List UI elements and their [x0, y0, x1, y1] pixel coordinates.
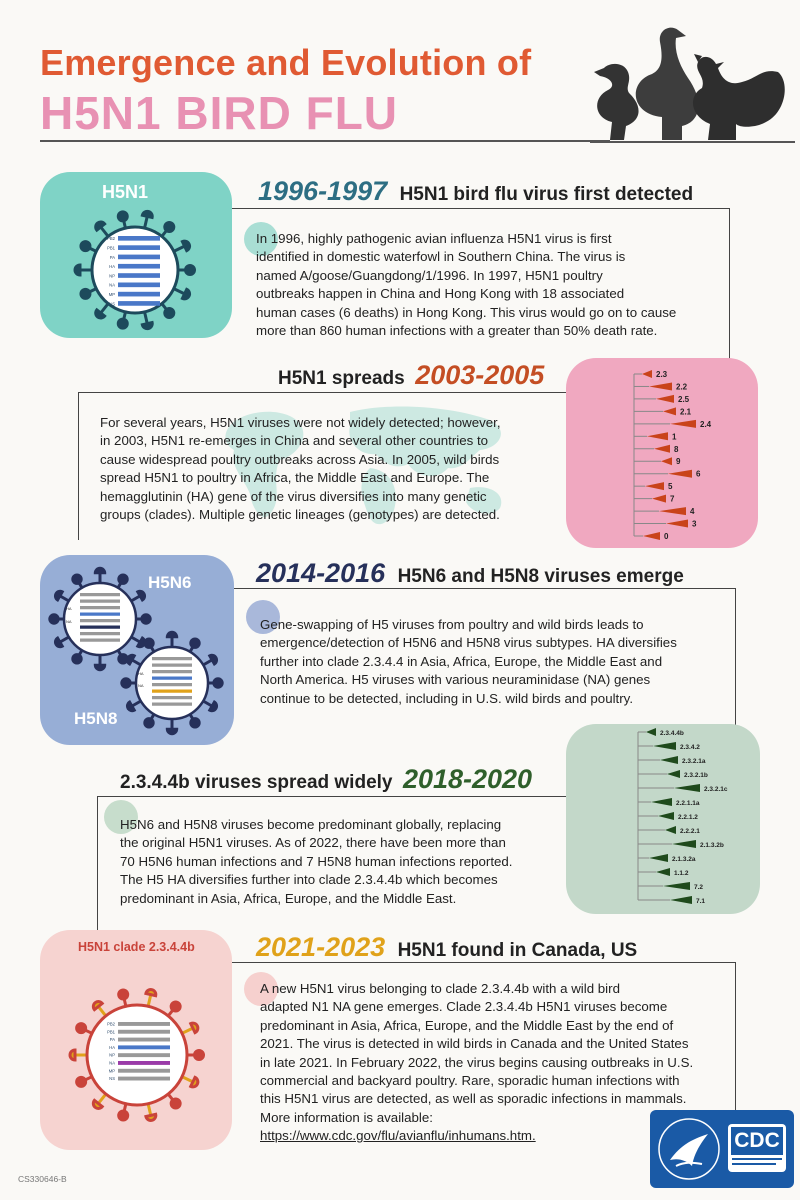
gene-segment [118, 1022, 170, 1026]
clade-triangle [666, 520, 688, 528]
gene-segment [80, 613, 120, 616]
clade-label: 1 [672, 432, 677, 442]
clade-triangle [647, 432, 668, 440]
gene-segment [118, 264, 160, 269]
virus-spike-tip [145, 718, 154, 727]
gene-segment [80, 593, 120, 596]
clade-triangle [663, 407, 676, 415]
clade-triangle [668, 470, 692, 478]
clade-triangle [643, 532, 660, 540]
virus-spike-tip [145, 639, 154, 648]
section-2-body: For several years, H5N1 viruses were not widely detected; however, in 2003, H5N1 re-emerges in China and several other countries to cause widespread poultry outbreaks across Asia. In 2005, wild birds spread H5N1 to poultry in Africa, the Middle East and Europe. The hemagglutinin (HA) gene of the virus diversifies into many genetic groups (clades). Multiple genetic lineages (genotypes) are detected. [100, 415, 501, 523]
gene-segment [152, 664, 192, 667]
virus-spike-tip [191, 639, 200, 648]
virus-spike [98, 1007, 105, 1016]
virus-label: H5N1 [102, 182, 149, 202]
virus-label-h5n6: H5N6 [148, 573, 192, 592]
virus-spike-tip [182, 239, 191, 250]
cdc-logo [728, 1124, 786, 1172]
virus-spike-tip [119, 575, 128, 584]
page-title-line1: Emergence and Evolution of [40, 42, 532, 83]
virus-card-1 [40, 172, 232, 338]
clade-label: 0 [664, 532, 669, 541]
virus-spike-tip [50, 615, 59, 624]
virus-spike-tip [119, 1111, 128, 1120]
gene-segment-label: PA [109, 254, 115, 260]
virus-spike [132, 701, 141, 706]
gene-segment [152, 677, 192, 680]
virus-spike [145, 216, 148, 228]
section-3-heading [256, 558, 684, 589]
gene-segment [80, 639, 120, 642]
gene-segment-label: MP [108, 1068, 115, 1074]
clade-triangle [663, 882, 690, 890]
phylogenetic-tree-icon [566, 724, 760, 914]
virus-spike-tip [195, 1051, 204, 1060]
virus-spike-tip [119, 990, 128, 999]
virus-card-3 [40, 930, 232, 1150]
gene-segment [118, 255, 160, 260]
gene-segment [80, 606, 120, 609]
virus-spike-tip [118, 319, 127, 328]
section-5-heading [256, 932, 637, 963]
title-divider [40, 140, 610, 142]
clade-triangle [649, 854, 668, 862]
gene-segment [152, 657, 192, 660]
section-year: 2021-2023 [256, 932, 386, 962]
virus-spike-tip [77, 1077, 86, 1086]
gene-segment [118, 283, 160, 288]
virus-spike-tip [167, 632, 177, 637]
virus-spike [60, 637, 69, 642]
gene-segment-label: MP [108, 291, 115, 297]
gene-segment [152, 670, 192, 673]
virus-label: H5N1 clade 2.3.4.4b [78, 940, 195, 954]
gene-segment-label: NP [109, 273, 115, 279]
virus-spike-tip [53, 638, 62, 649]
gene-segment [118, 236, 160, 241]
gene-segment-label: PB1 [107, 245, 115, 251]
virus-spike-tip [186, 266, 195, 275]
clade-label: 2.2 [676, 382, 688, 392]
clade-triangle [645, 482, 664, 490]
virus-spike-tip [191, 718, 200, 727]
clade-label: 7 [670, 494, 675, 504]
virus-spike-tip [142, 323, 153, 330]
cdc-info-link[interactable]: https://www.cdc.gov/flu/avianflu/inhumans.htm. [260, 1128, 536, 1144]
virus-icon [70, 208, 200, 332]
virus-spike [131, 637, 140, 642]
clade-label: 2.2.1.1a [676, 800, 700, 807]
clade-triangle [659, 507, 686, 515]
gene-segment-label: NS [109, 301, 115, 307]
gene-segment [118, 1069, 170, 1073]
virus-spike [203, 701, 212, 706]
clade-triangle [670, 420, 696, 428]
gene-segment [118, 273, 160, 278]
virus-pair-icon [40, 555, 234, 745]
section-year: 2018-2020 [402, 764, 533, 794]
clade-label: 4 [690, 507, 695, 517]
clade-triangle [652, 495, 666, 503]
section-4-heading [120, 764, 532, 795]
virus-spike-tip [142, 210, 153, 217]
virus-spike-tip [214, 679, 223, 688]
virus-spike [101, 227, 108, 236]
gene-segment [118, 1061, 170, 1065]
virus-spike [145, 312, 148, 324]
clade-label: 2.1.3.2a [672, 856, 696, 863]
clade-label: 8 [674, 444, 679, 454]
virus-spike-tip [209, 653, 218, 664]
virus-spike [148, 1104, 151, 1116]
gene-segment [118, 1030, 170, 1034]
gene-segment [118, 245, 160, 250]
clade-triangle [672, 840, 696, 848]
virus-spike-tip [73, 575, 82, 584]
section-5-body: A new H5N1 virus belonging to clade 2.3.4.4b with a wild bird adapted N1 NA gene emerges. Clade 2.3.4.4b H5N1 viruses become predominant in Asia, Africa, Europe, and the Middle East by the end of 2021. The virus is detected in wild birds in Canada and the United States in late 2021. In February 2022, the virus begins causing outbreaks in U.S. commercial and backyard poultry. Rare, sporadic human infections with this H5N1 virus are detected, as well as sporadic infections in mammals. More information is available: https://www.cdc.gov/flu/avianflu/inhumans.htm. [260, 981, 694, 1144]
clade-label: 9 [676, 457, 681, 467]
clade-triangle [642, 370, 652, 378]
gene-segment-label: PB1 [107, 1029, 115, 1035]
hhs-eagle-seal-icon [656, 1116, 722, 1182]
gene-segment [80, 626, 120, 629]
section-year: 1996-1997 [258, 176, 388, 206]
clade-label: 2.3.2.1b [684, 772, 708, 779]
virus-spike-tip [77, 1024, 86, 1033]
virus-spike [174, 289, 185, 294]
cdc-logo-text: CDC [731, 1127, 783, 1155]
section-year: 2003-2005 [415, 360, 545, 390]
virus-spike [101, 304, 108, 313]
gene-segment-label: NA [109, 1060, 115, 1066]
gene-label-ha: HA [138, 671, 144, 676]
section-3-body: Gene-swapping of H5 viruses from poultry and wild birds leads to emergence/detection of H5N6 and H5N8 virus subtypes. HA diversifies further into clade 2.3.4.4 in Asia, Africa, Europe, the Middle East and North America. H5 viruses with various neuraminidase (NA) genes continue to be detected, including in U.S. wild birds and poultry. [260, 617, 677, 706]
virus-spike-tip [137, 589, 146, 600]
clade-triangle [658, 812, 674, 820]
gene-segment-label: HA [109, 1044, 115, 1050]
virus-spike-tip [142, 615, 151, 624]
gene-segment [80, 600, 120, 603]
virus-spike [132, 660, 141, 665]
virus-spike [203, 660, 212, 665]
section-year: 2014-2016 [256, 558, 386, 588]
clade-triangle [661, 457, 672, 465]
clade-label: 2.3 [656, 370, 668, 379]
virus-spike-tip [146, 989, 157, 996]
virus-spike [182, 1077, 193, 1082]
clade-label: 3 [692, 519, 697, 529]
virus-label-h5n8: H5N8 [74, 709, 118, 728]
clade-triangle [653, 742, 676, 750]
virus-spike-tip [209, 702, 218, 713]
section-1-body: In 1996, highly pathogenic avian influenza H5N1 virus is first identified in domestic waterfowl in Southern China. The virus is named A/goose/Guangdong/1/1996. In 1997, H5N1 poultry outbreaks happen in China and Hong Kong with 18 associated human cases (6 deaths) in Hong Kong. This virus would go on to cause more than 860 human infections with a greater than 50% death rate. [256, 231, 677, 339]
virus-spike-tip [53, 589, 62, 600]
clade-triangle [646, 728, 656, 736]
gene-segment-label: PA [109, 1037, 115, 1043]
gene-segment [152, 683, 192, 686]
virus-spike-tip [81, 289, 90, 298]
section-headline: 2.3.4.4b viruses spread widely [120, 772, 393, 793]
section-headline: H5N6 and H5N8 viruses emerge [397, 566, 684, 587]
virus-spike-tip [95, 568, 105, 573]
page-title-line2: H5N1 BIRD FLU [40, 87, 399, 139]
footer-code: CS330646-B [18, 1174, 67, 1184]
clade-label: 2.3.4.4b [660, 730, 684, 737]
section-headline: H5N1 spreads [278, 368, 405, 389]
clade-label: 2.3.2.1c [704, 786, 728, 793]
virus-icon [62, 960, 212, 1146]
virus-spike-tip [125, 702, 134, 713]
phylogenetic-tree-icon [566, 358, 758, 548]
virus-spike-tip [165, 222, 174, 231]
clade-label: 2.4 [700, 419, 712, 429]
gene-segment [80, 632, 120, 635]
section-1-heading [258, 176, 693, 207]
clade-triangle [654, 445, 670, 453]
gene-segment [118, 1077, 170, 1081]
clade-triangle [649, 382, 672, 390]
virus-spike-tip [81, 242, 90, 251]
clade-label: 2.3.2.1a [682, 758, 706, 765]
virus-spike-tip [191, 1077, 200, 1088]
gene-segment [118, 292, 160, 297]
virus-spike [60, 596, 69, 601]
gene-label-na: NA [66, 619, 72, 624]
gene-label-na: NA [138, 683, 144, 688]
gene-segment [118, 1045, 170, 1049]
gene-segment [118, 1038, 170, 1042]
clade-label: 7.2 [694, 884, 704, 891]
clade-triangle [651, 798, 672, 806]
gene-segment-label: PB2 [107, 1021, 115, 1027]
gene-segment-label: NS [109, 1076, 115, 1082]
clade-label: 2.3.4.2 [680, 744, 700, 751]
section-headline: H5N1 bird flu virus first detected [399, 184, 694, 205]
clade-triangle [674, 784, 700, 792]
cdc-logo-block [650, 1110, 794, 1188]
clade-label: 7.1 [696, 898, 706, 905]
clade-triangle [667, 770, 680, 778]
clade-label: 2.1 [680, 407, 692, 417]
virus-spike [131, 596, 140, 601]
virus-spike-tip [182, 289, 191, 300]
phylo-card-2 [566, 724, 760, 914]
virus-spike-tip [73, 654, 82, 663]
virus-spike-tip [171, 1099, 180, 1108]
virus-spike-tip [118, 212, 127, 221]
clade-triangle [670, 896, 692, 904]
virus-spike [148, 995, 151, 1007]
gene-segment-label: HA [109, 264, 115, 270]
clade-triangle [656, 868, 670, 876]
virus-spike-tip [165, 309, 174, 318]
gene-segment [152, 690, 192, 693]
virus-spike [182, 1028, 193, 1033]
clade-label: 2.2.2.1 [680, 828, 700, 835]
gene-segment [118, 301, 160, 306]
clade-triangle [660, 756, 678, 764]
virus-spike-tip [122, 679, 131, 688]
clade-triangle [665, 826, 676, 834]
section-2-heading [278, 360, 544, 391]
clade-label: 2.2.1.2 [678, 814, 698, 821]
section-4-body: H5N6 and H5N8 viruses become predominant globally, replacing the original H5N1 viruses. As of 2022, there have been more than 70 H5N6 human infections and 7 H5N8 human infections reported. The H5 HA diversifies further into clade 2.3.4.4b which becomes predominant in Asia, Africa, Europe, and the Middle East. [120, 817, 513, 906]
virus-spike [98, 1094, 105, 1103]
gene-segment [118, 1053, 170, 1057]
gene-segment-label: NA [109, 282, 115, 288]
phylo-card-1 [566, 358, 758, 548]
gene-segment-label: NP [109, 1052, 115, 1058]
clade-label: 1.1.2 [674, 870, 689, 877]
clade-label: 2.1.3.2b [700, 842, 724, 849]
virus-spike-tip [146, 1114, 157, 1121]
gene-label-ha: HA [66, 606, 72, 611]
goose-duck-chicken-silhouettes-icon [590, 22, 795, 147]
gene-segment [152, 696, 192, 699]
clade-triangle [656, 395, 674, 403]
virus-spike-tip [191, 1021, 200, 1032]
section-headline: H5N1 found in Canada, US [397, 940, 638, 961]
virus-spike-tip [167, 729, 177, 734]
clade-label: 2.5 [678, 394, 690, 404]
virus-card-2 [40, 555, 234, 745]
virus-spike-tip [75, 265, 80, 275]
gene-segment-label: PB2 [107, 236, 115, 242]
clade-label: 6 [696, 469, 701, 479]
virus-spike [174, 246, 185, 251]
virus-spike-tip [171, 1002, 180, 1011]
clade-label: 5 [668, 482, 673, 492]
virus-spike-tip [95, 665, 105, 670]
gene-segment [152, 703, 192, 706]
virus-spike-tip [70, 1050, 75, 1060]
gene-segment [80, 619, 120, 622]
